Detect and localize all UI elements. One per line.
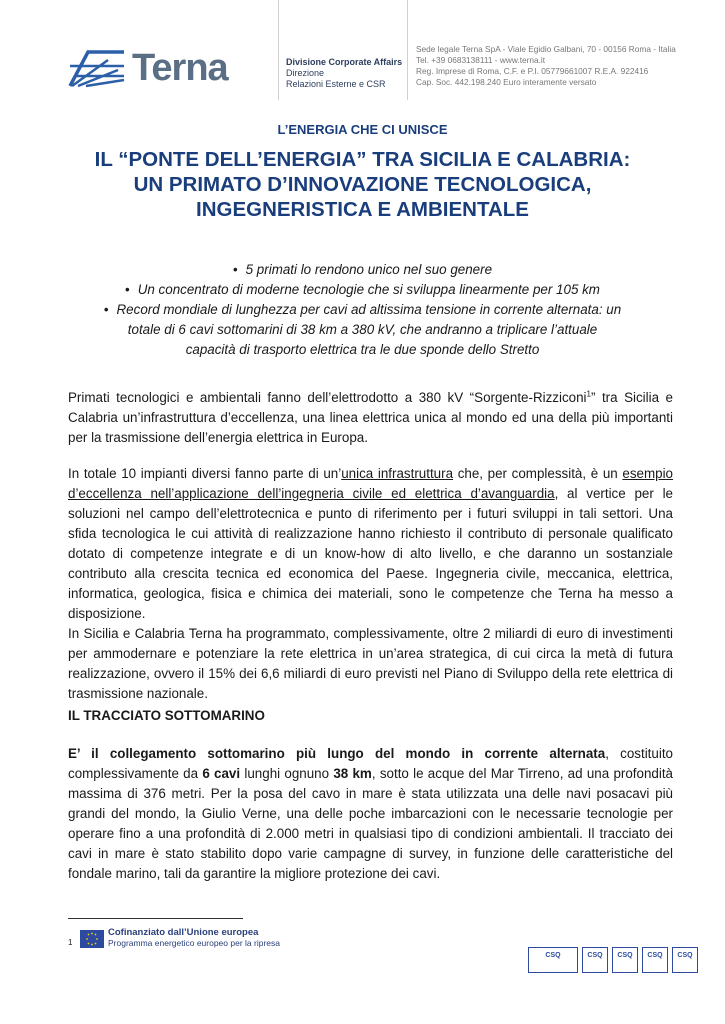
cert-badge: CSQ bbox=[642, 947, 668, 973]
list-item bbox=[60, 300, 665, 320]
list-item bbox=[60, 260, 665, 280]
list-item-continuation bbox=[60, 320, 665, 340]
cert-badge: CSQ bbox=[672, 947, 698, 973]
company-line: Cap. Soc. 442.198.240 Euro interamente versato bbox=[416, 77, 597, 87]
highlights-list bbox=[60, 260, 665, 360]
cert-badge: CSQ bbox=[612, 947, 638, 973]
title-line: IL “PONTE DELL’ENERGIA” TRA SICILIA E CALABRIA: bbox=[94, 148, 631, 171]
paragraph-1 bbox=[68, 388, 673, 448]
terna-logo bbox=[68, 48, 233, 92]
division-block bbox=[286, 57, 402, 90]
bullet-text: 5 primati lo rendono unico nel suo genere bbox=[245, 262, 493, 277]
underlined-text: unica infrastruttura bbox=[341, 466, 454, 481]
footnote-ref[interactable]: 1 bbox=[586, 389, 591, 399]
company-line: Sede legale Terna SpA - Viale Egidio Galbani, 70 - 00156 Roma - Italia bbox=[416, 44, 676, 54]
text-run: , al vertice per le soluzioni nel campo dell’elettrotecnica e punto di riferimento per i futuri sviluppi in tali settori. Una sfida tecnologica le cui attività di realizzazione hanno richiesto il contributo di personale qualificato dotato di competenze integrate e di un know-how di alto livello, e che daranno un sostanziale contributo alla crescita tecnica ed economica del Paese. Ingegneria civile, meccanica, elettrica, informatica, geologica, fisica e chimica dei materiali, sono le competenze che Terna ha messo a disposizione. bbox=[68, 486, 673, 621]
paragraph-3 bbox=[68, 624, 673, 704]
footnote-separator bbox=[68, 918, 243, 919]
text-run: ” tra Sicilia e Calabria un’infrastruttura d’eccellenza, una linea elettrica unica al mondo ed una della più importanti per la trasmissione dell’energia elettrica in Europa. bbox=[68, 390, 673, 445]
bullet-text: Record mondiale di lunghezza per cavi ad altissima tensione in corrente alternata: un bbox=[116, 302, 622, 317]
text-run: , costituito complessivamente da bbox=[68, 746, 673, 781]
bullet-icon: • bbox=[103, 302, 109, 317]
text-run: In totale 10 impianti diversi fanno parte di un’ bbox=[68, 466, 342, 481]
bold-text: E’ il collegamento sottomarino più lungo del mondo in corrente alternata bbox=[68, 746, 606, 761]
list-item-continuation bbox=[60, 340, 665, 360]
header-divider bbox=[278, 0, 279, 100]
cert-badge: CSQ bbox=[582, 947, 608, 973]
text-run: che, per complessità, è un bbox=[453, 466, 623, 481]
section-heading: IL TRACCIATO SOTTOMARINO bbox=[68, 708, 265, 723]
list-item bbox=[60, 280, 665, 300]
company-info bbox=[416, 44, 676, 88]
bullet-icon: • bbox=[232, 262, 238, 277]
company-line: Reg. Imprese di Roma, C.F. e P.I. 05779661007 R.E.A. 922416 bbox=[416, 66, 649, 76]
bullet-text: Un concentrato di moderne tecnologie che si sviluppa linearmente per 105 km bbox=[137, 282, 600, 297]
division-line: Relazioni Esterne e CSR bbox=[286, 79, 386, 89]
bold-text: 38 km bbox=[333, 766, 372, 781]
text-run: , sotto le acque del Mar Tirreno, ad una profondità massima di 376 metri. Per la posa del cavo in mare è stata utilizzata una delle navi posacavi più grandi del mondo, la Giulio Verne, una delle poche imbarcazioni con le necessarie tecnologie per operare fino a una profondità di 2.000 metri in qualsiasi tipo di condizioni ambientali. Il tracciato dei cavi in mare è stato stabilito dopo varie campagne di survey, in funzione delle caratteristiche del fondale marino, tali da garantire la migliore protezione dei cavi. bbox=[68, 766, 674, 881]
terna-grid-icon bbox=[68, 48, 126, 88]
letterhead bbox=[0, 0, 725, 110]
bullet-text: capacità di trasporto elettrica tra le due sponde dello Stretto bbox=[185, 342, 540, 357]
division-line: Direzione bbox=[286, 68, 325, 78]
text-run: lunghi ognuno bbox=[240, 766, 334, 781]
kicker: L’ENERGIA CHE CI UNISCE bbox=[277, 122, 448, 137]
bullet-icon: • bbox=[125, 282, 130, 297]
eu-title: Cofinanziato dall’Unione europea bbox=[108, 927, 259, 938]
footnote-number: 1 bbox=[68, 938, 73, 947]
company-line: Tel. +39 0683138111 - www.terna.it bbox=[416, 55, 546, 65]
bullet-text: totale di 6 cavi sottomarini di 38 km a 380 kV, che andranno a triplicare l’attuale bbox=[127, 322, 598, 337]
header-divider bbox=[407, 0, 408, 100]
eu-subtitle: Programma energetico europeo per la ripresa bbox=[108, 938, 280, 948]
paragraph-2 bbox=[68, 464, 673, 624]
division-title: Divisione Corporate Affairs bbox=[286, 57, 403, 67]
cert-badge: CSQ bbox=[528, 947, 578, 973]
bold-text: 6 cavi bbox=[202, 766, 241, 781]
title-line: INGEGNERISTICA E AMBIENTALE bbox=[196, 198, 529, 221]
page-title bbox=[40, 147, 685, 222]
text-run: Primati tecnologici e ambientali fanno dell’elettrodotto a 380 kV “Sorgente-Rizziconi bbox=[68, 390, 587, 405]
eu-cofunding bbox=[108, 928, 280, 948]
title-line: UN PRIMATO D’INNOVAZIONE TECNOLOGICA, bbox=[133, 173, 592, 196]
eu-flag-icon bbox=[80, 930, 104, 948]
logo-wordmark: Terna bbox=[132, 47, 228, 89]
text-run: In Sicilia e Calabria Terna ha programmato, complessivamente, oltre 2 miliardi di euro di investimenti per ammodernare e potenziare la rete elettrica in un’area strategica, di cui circa la metà di futura realizzazione, ovvero il 15% dei 6,6 miliardi di euro previsti nel Piano di Sviluppo della rete elettrica di trasmissione nazionale. bbox=[68, 626, 673, 701]
underlined-text: esempio d’eccellenza nell’applicazione dell’ingegneria civile ed elettrica d’avanguardia bbox=[68, 466, 674, 501]
paragraph-4 bbox=[68, 744, 673, 884]
